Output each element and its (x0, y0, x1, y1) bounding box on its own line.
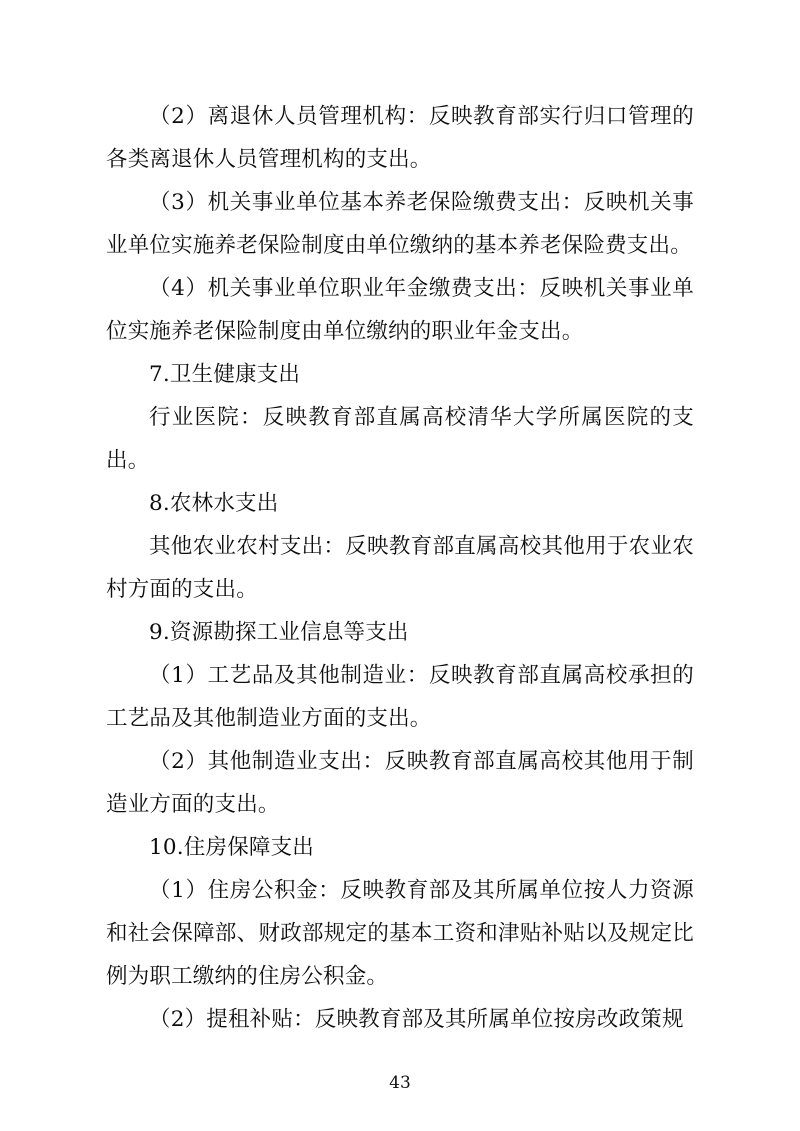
section-heading: 9.资源勘探工业信息等支出 (149, 620, 409, 645)
paragraph: 行业医院：反映教育部直属高校清华大学所属医院的支出。 (106, 405, 694, 473)
paragraph: （2）提租补贴：反映教育部及其所属单位按房改政策规 (149, 1007, 684, 1032)
page-number: 43 (389, 1073, 411, 1093)
paragraph: （1）住房公积金：反映教育部及其所属单位按人力资源和社会保障部、财政部规定的基本工资和津贴补贴以及规定比例为职工缴纳的住房公积金。 (106, 878, 694, 989)
section-heading: 8.农林水支出 (149, 491, 279, 516)
section-heading: 7.卫生健康支出 (149, 362, 301, 387)
document-body (106, 95, 694, 1041)
paragraph: （2）其他制造业支出：反映教育部直属高校其他用于制造业方面的支出。 (106, 749, 694, 817)
paragraph: （3）机关事业单位基本养老保险缴费支出：反映机关事业单位实施养老保险制度由单位缴纳的基本养老保险费支出。 (106, 190, 694, 258)
paragraph: （1）工艺品及其他制造业：反映教育部直属高校承担的工艺品及其他制造业方面的支出。 (106, 663, 694, 731)
section-heading: 10.住房保障支出 (149, 835, 314, 860)
paragraph: （4）机关事业单位职业年金缴费支出：反映机关事业单位实施养老保险制度由单位缴纳的职业年金支出。 (106, 276, 694, 344)
paragraph: （2）离退休人员管理机构：反映教育部实行归口管理的各类离退休人员管理机构的支出。 (106, 104, 694, 172)
paragraph: 其他农业农村支出：反映教育部直属高校其他用于农业农村方面的支出。 (106, 534, 694, 602)
